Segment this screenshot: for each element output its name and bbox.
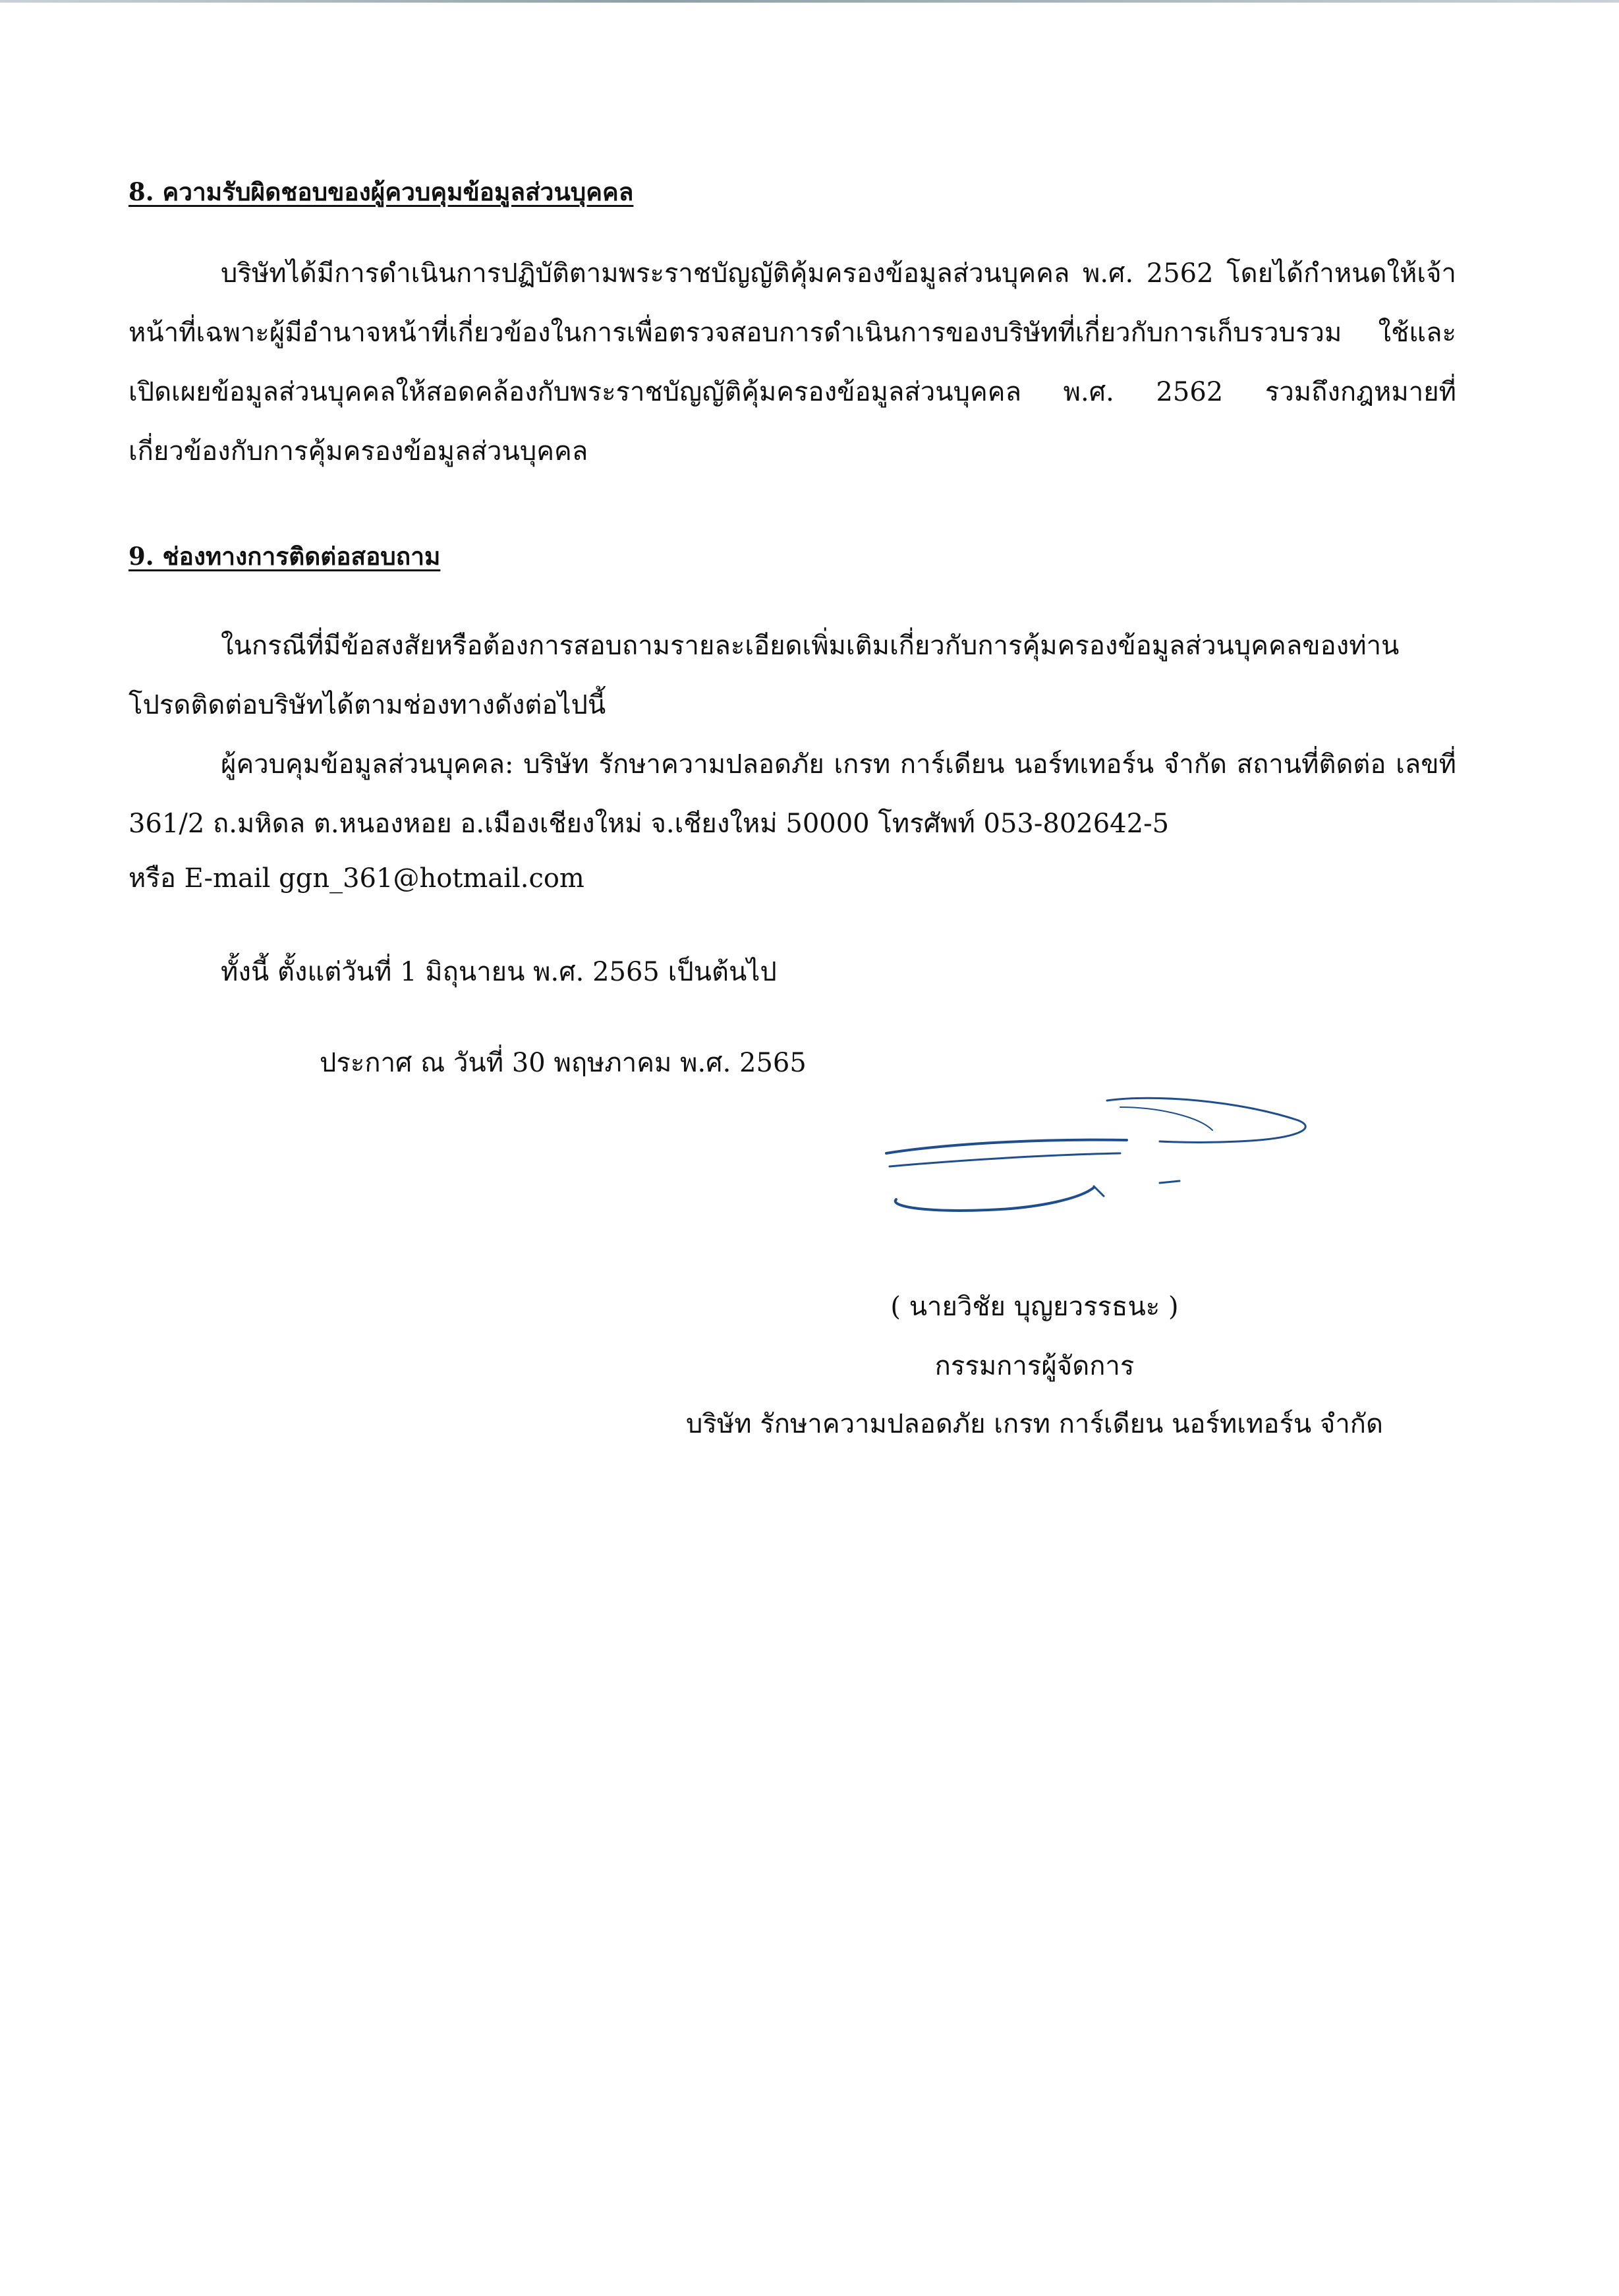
section-9-paragraph	[128, 616, 1456, 735]
contact-paragraph	[128, 735, 1456, 853]
email-line: หรือ E-mail ggn_361@hotmail.com	[128, 863, 584, 894]
section-9-heading: 9. ช่องทางการติดต่อสอบถาม	[128, 542, 441, 571]
section-8-heading: 8. ความรับผิดชอบของผู้ควบคุมข้อมูลส่วนบุคคล	[128, 177, 634, 206]
signatory-name: ( นายวิชัย บุญยวรรธนะ )	[890, 1292, 1179, 1322]
contact-text: ผู้ควบคุมข้อมูลส่วนบุคคล: บริษัท รักษาความปลอดภัย เกรท การ์เดียน นอร์ทเทอร์น จำกัด สถานที่ติดต่อ เลขที่ 361/2 ถ.มหิดล ต.หนองหอย อ.เมืองเชียงใหม่ จ.เชียงใหม่ 50000 โทรศัพท์ 053-802642-5	[128, 749, 1456, 839]
handwritten-signature	[870, 1081, 1331, 1232]
announcement-date-line: ประกาศ ณ วันที่ 30 พฤษภาคม พ.ศ. 2565	[320, 1048, 807, 1078]
signatory-company: บริษัท รักษาความปลอดภัย เกรท การ์เดียน นอร์ทเทอร์น จำกัด	[685, 1409, 1383, 1439]
scan-top-edge	[0, 0, 1619, 3]
section-8-paragraph	[128, 244, 1456, 481]
effective-date-line: ทั้งนี้ ตั้งแต่วันที่ 1 มิถุนายน พ.ศ. 2565 เป็นต้นไป	[221, 957, 777, 987]
section-9-text: ในกรณีที่มีข้อสงสัยหรือต้องการสอบถามรายละเอียดเพิ่มเติมเกี่ยวกับการคุ้มครองข้อมูลส่วนบุคคลของท่าน โปรดติดต่อบริษัทได้ตามช่องทางดังต่อไปนี้	[128, 631, 1400, 720]
section-8-text: บริษัทได้มีการดำเนินการปฏิบัติตามพระราชบัญญัติคุ้มครองข้อมูลส่วนบุคคล พ.ศ. 2562 โดยได้กำหนดให้เจ้าหน้าที่เฉพาะผู้มีอำนาจหน้าที่เกี่ยวข้องในการเพื่อตรวจสอบการดำเนินการของบริษัทที่เกี่ยวกับการเก็บรวบรวม ใช้และเปิดเผยข้อมูลส่วนบุคคลให้สอดคล้องกับพระราชบัญญัติคุ้มครองข้อมูลส่วนบุคคล พ.ศ. 2562 รวมถึงกฎหมายที่เกี่ยวข้องกับการคุ้มครองข้อมูลส่วนบุคคล	[128, 258, 1456, 467]
signatory-position: กรรมการผู้จัดการ	[934, 1351, 1135, 1381]
